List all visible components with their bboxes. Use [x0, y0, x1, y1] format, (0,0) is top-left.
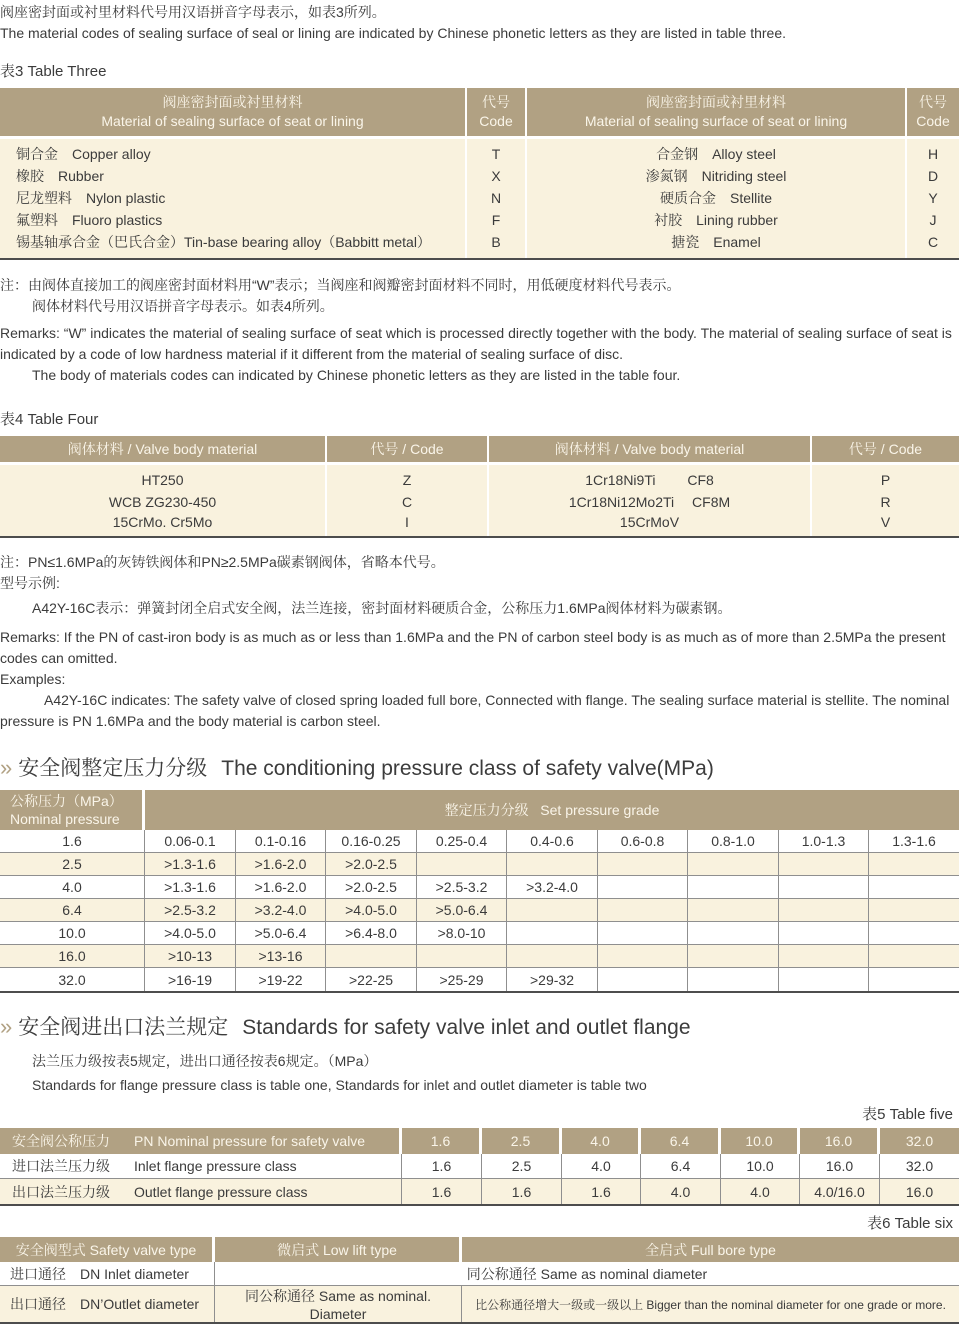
grade-cell: 0.6-0.8: [598, 830, 688, 853]
value-cell: 1.6: [482, 1179, 562, 1204]
code-cell: D: [905, 165, 959, 187]
table-row: [0, 513, 959, 536]
nominal-pressure-cell: 4.0: [0, 876, 145, 899]
code-cell: Y: [905, 187, 959, 209]
table-row: [0, 187, 959, 209]
material-cell: 衬胶 Lining rubber: [525, 209, 905, 231]
grade-cell: [417, 853, 507, 876]
table-row: [0, 876, 959, 899]
code-cell: I: [325, 513, 487, 536]
grade-cell: >29-32: [507, 968, 598, 991]
table4-header-code-left: 代号 / Code: [325, 436, 487, 465]
value-cell: 10.0: [721, 1154, 800, 1179]
code-cell: H: [905, 139, 959, 165]
nominal-pressure-cell: 10.0: [0, 922, 145, 945]
material-cell: HT250: [0, 465, 325, 490]
value-cell: 同公称通径 Same as nominal. Diameter: [215, 1286, 462, 1322]
table4-caption: 表4 Table Four: [0, 411, 99, 428]
pressure-grade-table: [0, 790, 959, 993]
pn-header-cell: 32.0: [880, 1128, 959, 1154]
code-cell: P: [810, 465, 959, 490]
flange-rule-zh: 法兰压力级按表5规定，进出口通径按表6规定。（MPa）: [32, 1053, 378, 1069]
grade-cell: [869, 899, 959, 922]
pn-header-cell: 2.5: [482, 1128, 562, 1154]
table-row: [0, 1154, 959, 1179]
code-cell: J: [905, 209, 959, 231]
header-en: Set pressure grade: [540, 802, 660, 818]
grade-cell: 1.0-1.3: [779, 830, 869, 853]
grade-cell: >1.6-2.0: [236, 853, 326, 876]
nominal-pressure-cell: 1.6: [0, 830, 145, 853]
table5-caption: 表5 Table five: [862, 1106, 953, 1123]
code-cell: B: [465, 231, 525, 258]
section-title-flange-standards: [0, 1011, 959, 1041]
row-label: 进口通径 DN Inlet diameter: [0, 1262, 215, 1286]
value-cell: 比公称通径增大一级或一级以上 Bigger than the nominal diameter for one grade or more.: [462, 1286, 959, 1322]
table-row: [0, 853, 959, 876]
value-cell: 4.0: [562, 1154, 641, 1179]
table-row: [0, 490, 959, 513]
grade-cell: [598, 945, 688, 968]
grade-cell: 1.3-1.6: [869, 830, 959, 853]
row-label: [0, 1179, 402, 1204]
grade-cell: >19-22: [236, 968, 326, 991]
grade-cell: >1.6-2.0: [236, 876, 326, 899]
table-row: [0, 968, 959, 991]
grade-cell: >5.0-6.4: [236, 922, 326, 945]
table-row: [0, 1262, 959, 1286]
material-cell: 搪瓷 Enamel: [525, 231, 905, 258]
grade-cell: 0.1-0.16: [236, 830, 326, 853]
nominal-pressure-cell: 6.4: [0, 899, 145, 922]
code-cell: C: [325, 490, 487, 513]
material-cell: 尼龙塑料 Nylon plastic: [0, 187, 465, 209]
table-row: [0, 165, 959, 187]
material-cell: 15CrMoV: [487, 513, 810, 536]
grade-cell: [688, 968, 779, 991]
note4-en-examples-label: Examples:: [0, 671, 66, 687]
grade-cell: >3.2-4.0: [236, 899, 326, 922]
grade-cell: [507, 922, 598, 945]
table6-header-full-bore: 全启式 Full bore type: [462, 1237, 959, 1262]
grade-cell: [326, 945, 417, 968]
header-zh: 公称压力（MPa）: [10, 793, 123, 809]
grade-cell: [779, 922, 869, 945]
code-cell: X: [465, 165, 525, 187]
section-title-en: Standards for safety valve inlet and outlet flange: [242, 1016, 691, 1039]
pn-header-cell: 16.0: [800, 1128, 880, 1154]
note3-en-line2: The body of materials codes can indicated by Chinese phonetic letters as they are listed in the table four.: [32, 367, 681, 383]
material-cell: WCB ZG230-450: [0, 490, 325, 513]
merged-value-cell: 同公称通径 Same as nominal diameter: [215, 1262, 959, 1286]
header-en: Code: [479, 113, 513, 129]
grade-cell: [507, 945, 598, 968]
grade-cell: >2.0-2.5: [326, 876, 417, 899]
intro-line-en: The material codes of sealing surface of seal or lining are indicated by Chinese phonetic letters as they are listed in table three.: [0, 25, 786, 41]
value-cell: 2.5: [482, 1154, 562, 1179]
nominal-pressure-header: [0, 790, 145, 830]
grade-cell: [507, 853, 598, 876]
table-row: [0, 922, 959, 945]
table4-header-row: [0, 436, 959, 465]
value-cell: 16.0: [800, 1154, 880, 1179]
value-cell: 32.0: [880, 1154, 959, 1179]
header-en: Material of sealing surface of seat or lining: [101, 113, 364, 129]
grade-cell: [779, 876, 869, 899]
material-cell: 1Cr18Ni9Ti CF8: [487, 465, 810, 490]
code-cell: F: [465, 209, 525, 231]
header-zh: 阀座密封面或衬里材料: [162, 94, 303, 110]
note4-zh-line2: 型号示例:: [0, 575, 60, 591]
table-row: [0, 899, 959, 922]
material-cell: 铜合金 Copper alloy: [0, 139, 465, 165]
material-cell: 1Cr18Ni12Mo2Ti CF8M: [487, 490, 810, 513]
grade-cell: [688, 899, 779, 922]
header-zh: 阀座密封面或衬里材料: [646, 94, 786, 110]
grade-cell: [869, 968, 959, 991]
value-cell: 4.0/16.0: [800, 1179, 880, 1204]
pn-header-cell: 4.0: [562, 1128, 641, 1154]
value-cell: 4.0: [721, 1179, 800, 1204]
grade-cell: [869, 876, 959, 899]
grade-cell: [688, 922, 779, 945]
header-zh: 安全阀公称压力: [12, 1133, 110, 1149]
table5-flange-pressure-class: [0, 1128, 959, 1206]
table-row: [0, 209, 959, 231]
section-marker-icon: »: [0, 1014, 13, 1039]
code-cell: Z: [325, 465, 487, 490]
grade-cell: >4.0-5.0: [145, 922, 236, 945]
grade-cell: [598, 876, 688, 899]
material-cell: 锡基轴承合金（巴氏合金）Tin-base bearing alloy（Babbitt metal）: [0, 231, 465, 258]
note4-en-example: A42Y-16C indicates: The safety valve of closed spring loaded full bore, Connected with flange. The sealing surface material is stellite. The nominal pressure is PN 1.6MPa and the body material is carbon steel.: [0, 692, 950, 729]
grade-cell: 0.25-0.4: [417, 830, 507, 853]
grade-cell: [598, 922, 688, 945]
table6-inlet-outlet-diameter: [0, 1237, 959, 1324]
table3-header-row: [0, 88, 959, 139]
section-title-en: The conditioning pressure class of safety valve(MPa): [221, 757, 714, 780]
header-zh: 代号: [919, 94, 947, 110]
table3-material-codes: [0, 88, 959, 260]
nominal-pressure-cell: 32.0: [0, 968, 145, 991]
grade-cell: >2.5-3.2: [417, 876, 507, 899]
table6-header-type: 安全阀型式 Safety valve type: [0, 1237, 215, 1262]
table4-header-material-left: 阀体材料 / Valve body material: [0, 436, 325, 465]
section-title-pressure-class: [0, 752, 959, 782]
material-cell: 橡胶 Rubber: [0, 165, 465, 187]
grade-cell: [779, 899, 869, 922]
value-cell: 6.4: [641, 1154, 721, 1179]
header-zh: 代号: [482, 94, 510, 110]
table-row: [0, 231, 959, 258]
table6-header-low-lift: 微启式 Low lift type: [215, 1237, 462, 1262]
grade-cell: >10-13: [145, 945, 236, 968]
table6-header-row: [0, 1237, 959, 1262]
row-label: 出口通径 DN’Outlet diameter: [0, 1286, 215, 1322]
grade-cell: >22-25: [326, 968, 417, 991]
grade-cell: >2.5-3.2: [145, 899, 236, 922]
note3-zh-line1: 注：由阀体直接加工的阀座密封面材料用“W”表示；当阀座和阀瓣密封面材料不同时，用低硬度材料代号表示。: [0, 277, 681, 293]
code-cell: C: [905, 231, 959, 258]
code-cell: T: [465, 139, 525, 165]
grade-cell: [598, 899, 688, 922]
grade-cell: >2.0-2.5: [326, 853, 417, 876]
grade-cell: [417, 945, 507, 968]
row-label: [0, 1154, 402, 1179]
grade-cell: [779, 945, 869, 968]
table-row: [0, 465, 959, 490]
grade-cell: [779, 853, 869, 876]
table3-caption: 表3 Table Three: [0, 63, 107, 80]
grade-cell: >3.2-4.0: [507, 876, 598, 899]
label-zh: 进口法兰压力级: [12, 1158, 110, 1174]
nominal-pressure-cell: 2.5: [0, 853, 145, 876]
pn-header-cell: 6.4: [641, 1128, 721, 1154]
note3-en-paragraph: Remarks: “W” indicates the material of sealing surface of seat which is processed directly together with the body. The material of sealing surface of seat is indicated by a code of low hardness material if it different from the material of sealing surface of disc.: [0, 325, 952, 362]
grade-cell: >8.0-10: [417, 922, 507, 945]
value-cell: 1.6: [562, 1179, 641, 1204]
grade-cell: [688, 876, 779, 899]
table3-header-material-right: [525, 88, 905, 139]
grade-cell: [779, 968, 869, 991]
table3-header-material-left: [0, 88, 465, 139]
header-en: Code: [916, 113, 950, 129]
grade-cell: [688, 945, 779, 968]
grade-cell: >6.4-8.0: [326, 922, 417, 945]
grade-cell: [869, 945, 959, 968]
grade-cell: [598, 853, 688, 876]
code-cell: R: [810, 490, 959, 513]
table-row: [0, 830, 959, 853]
table-row: [0, 1179, 959, 1204]
grade-cell: >4.0-5.0: [326, 899, 417, 922]
table3-header-code-left: [465, 88, 525, 139]
table-row: [0, 1286, 959, 1322]
material-cell: 氟塑料 Fluoro plastics: [0, 209, 465, 231]
grade-cell: >1.3-1.6: [145, 853, 236, 876]
note3-zh-line2: 阀体材料代号用汉语拼音字母表示。如表4所列。: [32, 298, 334, 314]
label-en: Inlet flange pressure class: [134, 1158, 297, 1174]
table-row: [0, 945, 959, 968]
table4-body-material-codes: [0, 436, 959, 538]
grade-cell: 0.16-0.25: [326, 830, 417, 853]
value-cell: 1.6: [402, 1179, 482, 1204]
grade-cell: 0.8-1.0: [688, 830, 779, 853]
value-cell: 1.6: [402, 1154, 482, 1179]
pn-header-cell: 10.0: [721, 1128, 800, 1154]
table6-caption: 表6 Table six: [867, 1215, 953, 1232]
material-cell: 渗氮钢 Nitriding steel: [525, 165, 905, 187]
table5-header-label: [0, 1128, 402, 1154]
table3-header-code-right: [905, 88, 959, 139]
pressure-table-header-row: [0, 790, 959, 830]
code-cell: V: [810, 513, 959, 536]
grade-cell: >5.0-6.4: [417, 899, 507, 922]
note4-en-remarks: Remarks: If the PN of cast-iron body is as much as or less than 1.6MPa and the PN of carbon steel body is as much as of more than 2.5MPa the present codes can omitted.: [0, 629, 946, 666]
note4-zh-example: A42Y-16C表示：弹簧封闭全启式安全阀，法兰连接，密封面材料硬质合金，公称压力1.6MPa阀体材料为碳素钢。: [32, 600, 732, 616]
grade-cell: >16-19: [145, 968, 236, 991]
grade-cell: >1.3-1.6: [145, 876, 236, 899]
table4-header-material-right: 阀体材料 / Valve body material: [487, 436, 810, 465]
grade-cell: [507, 899, 598, 922]
section-marker-icon: »: [0, 755, 13, 780]
table5-header-row: [0, 1128, 959, 1154]
code-cell: N: [465, 187, 525, 209]
header-en: PN Nominal pressure for safety valve: [134, 1133, 366, 1149]
intro-line-zh: 阀座密封面或衬里材料代号用汉语拼音字母表示，如表3所列。: [0, 4, 386, 20]
grade-cell: [869, 922, 959, 945]
note4-zh-line1: 注：PN≤1.6MPa的灰铸铁阀体和PN≥2.5MPa碳素钢阀体，省略本代号。: [0, 554, 445, 570]
grade-cell: [869, 853, 959, 876]
grade-cell: 0.06-0.1: [145, 830, 236, 853]
grade-cell: [688, 853, 779, 876]
header-en: Nominal pressure: [10, 811, 120, 827]
flange-rule-en: Standards for flange pressure class is table one, Standards for inlet and outlet diameter is table two: [32, 1077, 647, 1093]
label-en: Outlet flange pressure class: [134, 1183, 308, 1200]
material-cell: 硬质合金 Stellite: [525, 187, 905, 209]
pn-header-cell: 1.6: [402, 1128, 482, 1154]
material-cell: 合金钢 Alloy steel: [525, 139, 905, 165]
material-cell: 15CrMo. Cr5Mo: [0, 513, 325, 536]
grade-cell: >25-29: [417, 968, 507, 991]
value-cell: 4.0: [641, 1179, 721, 1204]
section-title-zh: 安全阀整定压力分级: [18, 757, 208, 780]
label-zh: 出口法兰压力级: [12, 1183, 110, 1200]
header-zh: 整定压力分级: [444, 802, 529, 818]
grade-cell: >13-16: [236, 945, 326, 968]
header-en: Material of sealing surface of seat or lining: [584, 113, 848, 129]
set-pressure-grade-header: [145, 790, 959, 830]
grade-cell: 0.4-0.6: [507, 830, 598, 853]
value-cell: 16.0: [880, 1179, 959, 1204]
nominal-pressure-cell: 16.0: [0, 945, 145, 968]
table4-header-code-right: 代号 / Code: [810, 436, 959, 465]
section-title-zh: 安全阀进出口法兰规定: [18, 1016, 229, 1039]
grade-cell: [598, 968, 688, 991]
table-row: [0, 139, 959, 165]
